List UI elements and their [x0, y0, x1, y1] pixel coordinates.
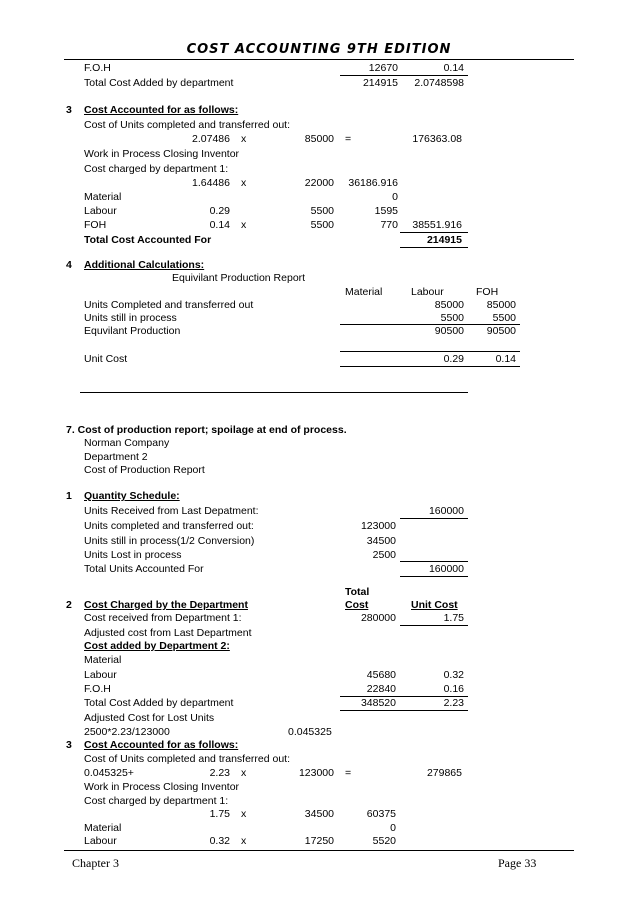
column-header: Material	[345, 286, 383, 298]
total-accounted-val: 214915	[426, 234, 462, 246]
rule	[340, 710, 468, 711]
cost-unit: 0.32	[443, 669, 464, 681]
qty-label: Units still in process(1/2 Conversion)	[84, 535, 255, 547]
rule	[400, 247, 468, 248]
section-heading: Cost Accounted for as follows:	[84, 739, 239, 751]
qty-val: 2500	[372, 549, 396, 561]
text-line: Work in Process Closing Inventor	[84, 148, 240, 160]
text-line: Cost of Units completed and transferred out:	[84, 753, 291, 765]
section-number: 3	[66, 104, 72, 116]
foh-x: x	[241, 219, 247, 231]
qty-val: 160000	[428, 563, 464, 575]
cost-unit: 0.16	[443, 683, 464, 695]
cost-total: 22840	[366, 683, 396, 695]
material-label: Material	[84, 191, 122, 203]
qty-val: 160000	[428, 505, 464, 517]
calc-x: x	[241, 133, 247, 145]
calc-rate: 2.23	[209, 767, 230, 779]
table-row-label: Equvilant Production	[84, 325, 181, 337]
table-cell: 5500	[440, 312, 464, 324]
cost-total: 280000	[360, 612, 396, 624]
cost-total: 45680	[366, 669, 396, 681]
section-number: 1	[66, 490, 72, 502]
labour-rate: 0.32	[209, 835, 230, 847]
total-added-unit: 2.0748598	[414, 77, 464, 89]
table-cell: 90500	[486, 325, 516, 337]
table-row-label: Units Completed and transferred out	[84, 299, 254, 311]
formula: 2500*2.23/123000	[84, 726, 170, 738]
column-header: Unit Cost	[411, 599, 458, 611]
calc-units: 123000	[298, 767, 334, 779]
rule	[340, 366, 520, 367]
unit-cost-label: Unit Cost	[84, 353, 128, 365]
cost-unit: 1.75	[443, 612, 464, 624]
foh-sum: 38551.916	[412, 219, 462, 231]
column-header: FOH	[476, 286, 499, 298]
cost-label: Labour	[84, 669, 117, 681]
calc-units: 85000	[304, 133, 334, 145]
labour-val: 1595	[374, 205, 398, 217]
section-heading: Quantity Schedule:	[84, 490, 180, 502]
cost-label: F.O.H	[84, 683, 111, 695]
report-subtitle: Equivilant Production Report	[172, 272, 306, 284]
sub-heading: Cost added by Department 2:	[84, 640, 230, 652]
column-header: Labour	[411, 286, 444, 298]
cost-label: Cost received from Department 1:	[84, 612, 242, 624]
footer-rule	[64, 850, 574, 851]
foh-units: 5500	[310, 219, 334, 231]
material-val: 0	[392, 191, 398, 203]
calc-x: x	[241, 808, 247, 820]
foh-label: FOH	[84, 219, 107, 231]
unit-cost-labour: 0.29	[443, 353, 464, 365]
qty-label: Units Received from Last Depatment:	[84, 505, 259, 517]
cost-label: Total Cost Added by department	[84, 697, 234, 709]
section-number: 2	[66, 599, 72, 611]
calc-result: 176363.08	[412, 133, 462, 145]
calc-rate: 1.64486	[192, 177, 230, 189]
labour-label: Labour	[84, 835, 117, 847]
rule	[340, 351, 520, 352]
calc-result: 36186.916	[348, 177, 398, 189]
section-heading: Cost Accounted for as follows:	[84, 104, 239, 116]
formula-value: 0.045325	[288, 726, 332, 738]
company-name: Norman Company	[84, 437, 170, 449]
calc-rate: 2.07486	[192, 133, 230, 145]
calc-result: 279865	[426, 767, 462, 779]
section-heading: Additional Calculations:	[84, 259, 205, 271]
rule	[400, 518, 468, 519]
table-row-label: Units still in process	[84, 312, 177, 324]
rule	[400, 576, 468, 577]
qty-label: Units Lost in process	[84, 549, 182, 561]
qty-label: Total Units Accounted For	[84, 563, 204, 575]
foh-total: 12670	[368, 62, 398, 74]
rule	[400, 232, 468, 233]
text-line: Cost charged by department 1:	[84, 795, 229, 807]
rule	[80, 392, 468, 393]
table-cell: 85000	[486, 299, 516, 311]
total-added-label: Total Cost Added by department	[84, 77, 234, 89]
table-cell: 90500	[434, 325, 464, 337]
cost-unit: 2.23	[443, 697, 464, 709]
table-cell: 5500	[492, 312, 516, 324]
total-accounted-label: Total Cost Accounted For	[84, 234, 212, 246]
qty-val: 123000	[360, 520, 396, 532]
footer-chapter: Chapter 3	[72, 856, 119, 870]
unit-cost-foh: 0.14	[495, 353, 516, 365]
rule	[400, 625, 468, 626]
column-header: Cost	[345, 599, 369, 611]
foh-rate: 0.14	[209, 219, 230, 231]
labour-units: 17250	[304, 835, 334, 847]
problem-title: 7. Cost of production report; spoilage at end of process.	[66, 424, 347, 436]
calc-x: x	[241, 767, 247, 779]
report-title: Cost of Production Report	[84, 464, 205, 476]
header-rule	[64, 59, 574, 60]
calc-eq: =	[345, 133, 352, 145]
foh-unit: 0.14	[443, 62, 464, 74]
labour-x: x	[241, 835, 247, 847]
labour-val: 5520	[372, 835, 396, 847]
material-val: 0	[390, 822, 396, 834]
total-added-total: 214915	[362, 77, 398, 89]
rule	[340, 75, 468, 76]
material-label: Material	[84, 822, 122, 834]
table-cell: 85000	[434, 299, 464, 311]
text-line: Cost charged by department 1:	[84, 163, 229, 175]
labour-label: Labour	[84, 205, 117, 217]
calc-x: x	[241, 177, 247, 189]
foh-label: F.O.H	[84, 62, 111, 74]
rule	[400, 561, 468, 562]
text-line: Material	[84, 654, 122, 666]
cost-total: 348520	[360, 697, 396, 709]
qty-label: Units completed and transferred out:	[84, 520, 254, 532]
footer-page-number: Page 33	[498, 856, 537, 870]
column-header: Total	[345, 586, 370, 598]
page-header-title: COST ACCOUNTING 9TH EDITION	[186, 42, 452, 57]
department-name: Department 2	[84, 451, 148, 463]
section-heading: Cost Charged by the Department	[84, 599, 248, 611]
labour-rate: 0.29	[209, 205, 230, 217]
calc-a: 0.045325+	[84, 767, 134, 779]
calc-units: 34500	[304, 808, 334, 820]
calc-eq: =	[345, 767, 352, 779]
calc-result: 60375	[366, 808, 396, 820]
text-line: Adjusted cost from Last Department	[84, 627, 252, 639]
section-number: 3	[66, 739, 72, 751]
qty-val: 34500	[366, 535, 396, 547]
text-line: Cost of Units completed and transferred out:	[84, 119, 291, 131]
text-line: Adjusted Cost for Lost Units	[84, 712, 215, 724]
labour-units: 5500	[310, 205, 334, 217]
section-number: 4	[66, 259, 72, 271]
foh-val: 770	[380, 219, 398, 231]
calc-units: 22000	[304, 177, 334, 189]
text-line: Work in Process Closing Inventor	[84, 781, 240, 793]
calc-rate: 1.75	[209, 808, 230, 820]
